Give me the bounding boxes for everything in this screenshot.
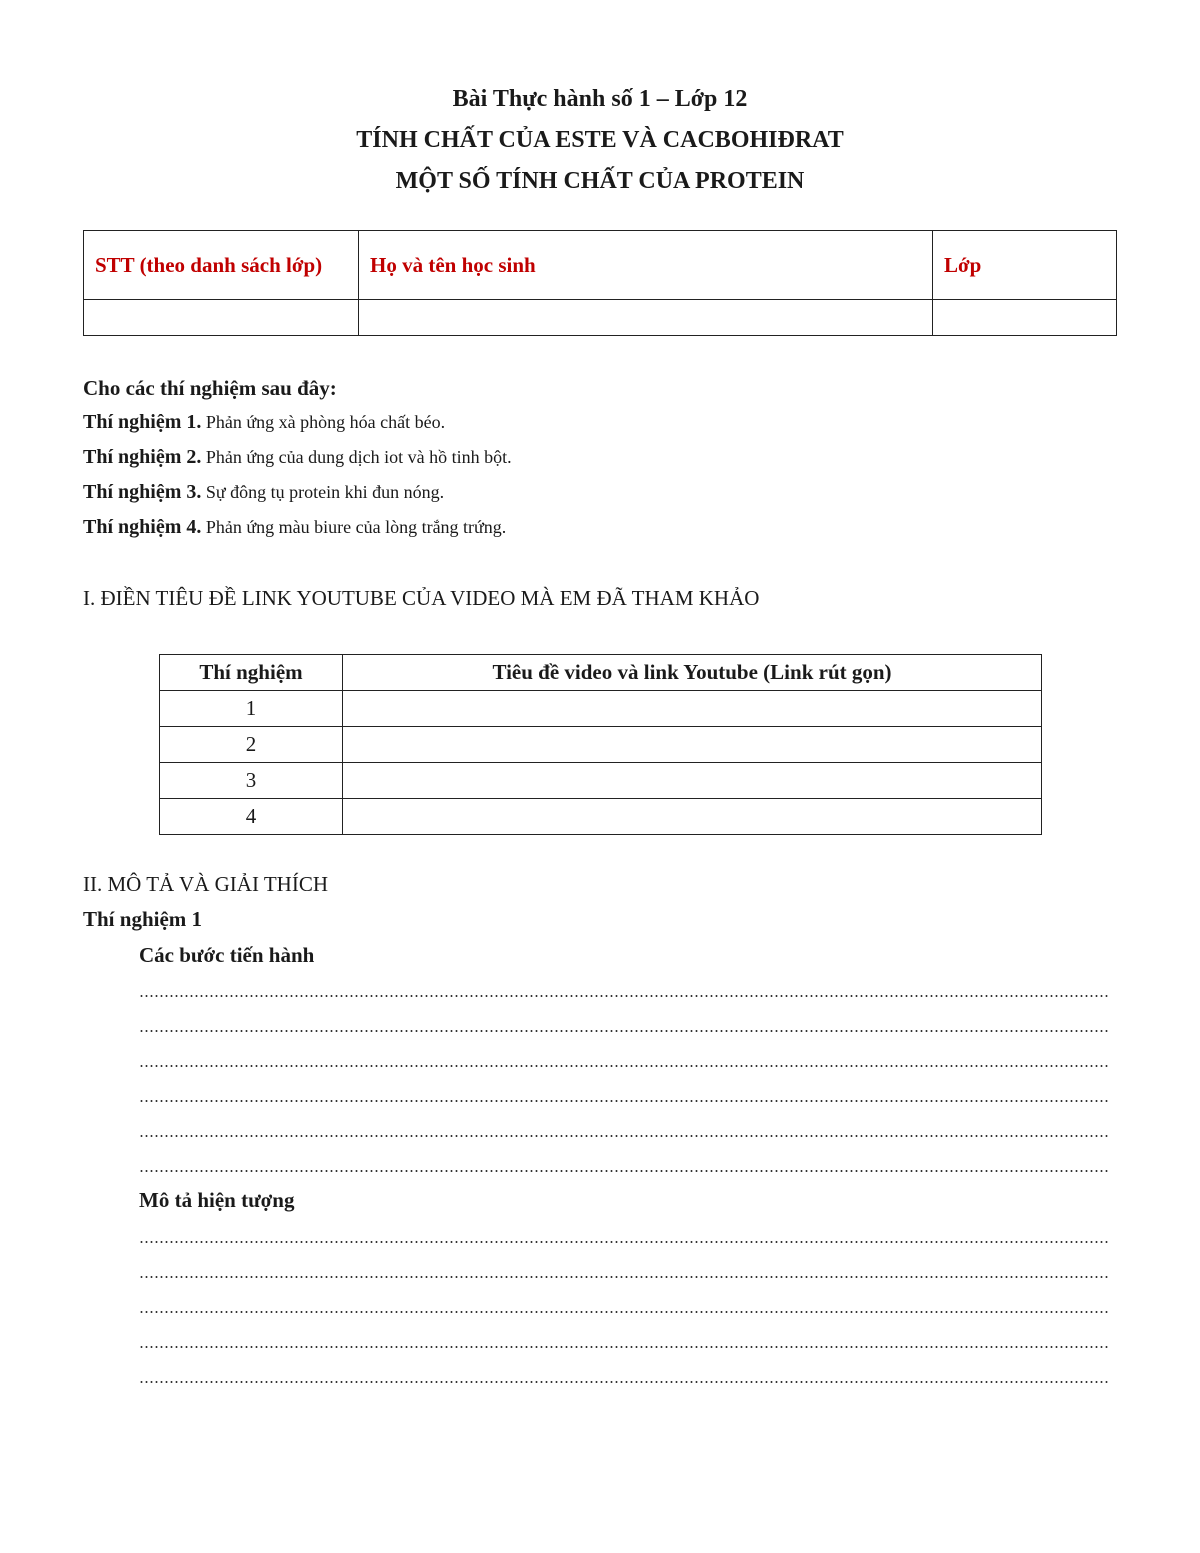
video-table — [159, 654, 1042, 835]
stt-input-cell[interactable] — [84, 300, 359, 336]
table-row — [160, 727, 1042, 763]
experiment-item — [83, 481, 444, 504]
name-input-cell[interactable] — [359, 300, 933, 336]
answer-line[interactable] — [139, 1100, 1110, 1102]
answer-line[interactable] — [139, 1135, 1110, 1137]
phenomenon-heading: Mô tả hiện tượng — [139, 1188, 295, 1212]
experiment-desc: Phản ứng xà phòng hóa chất béo. — [201, 412, 446, 432]
worksheet-subtitle-1: TÍNH CHẤT CỦA ESTE VÀ CACBOHIĐRAT — [356, 127, 844, 153]
video-link-cell[interactable] — [343, 799, 1042, 835]
experiment-1-heading: Thí nghiệm 1 — [83, 907, 203, 931]
experiment-item — [83, 411, 445, 434]
class-input-cell[interactable] — [933, 300, 1117, 336]
worksheet-subtitle-2: MỘT SỐ TÍNH CHẤT CỦA PROTEIN — [395, 168, 805, 194]
class-header: Lớp — [933, 231, 1117, 300]
table-row — [160, 763, 1042, 799]
video-link-cell[interactable] — [343, 727, 1042, 763]
answer-line[interactable] — [139, 1381, 1110, 1383]
answer-line[interactable] — [139, 995, 1110, 997]
experiment-item — [83, 516, 506, 539]
video-table-col-title: Tiêu đề video và link Youtube (Link rút gọn) — [343, 655, 1042, 691]
experiment-number: 1 — [160, 691, 343, 727]
experiment-label: Thí nghiệm 1. — [83, 411, 202, 433]
experiment-number: 4 — [160, 799, 343, 835]
experiment-number: 3 — [160, 763, 343, 799]
video-link-cell[interactable] — [343, 763, 1042, 799]
experiment-desc: Phản ứng màu biure của lòng trắng trứng. — [201, 517, 507, 537]
experiments-intro: Cho các thí nghiệm sau đây: — [83, 376, 337, 400]
worksheet-title: Bài Thực hành số 1 – Lớp 12 — [452, 86, 748, 112]
answer-line[interactable] — [139, 1346, 1110, 1348]
answer-line[interactable] — [139, 1065, 1110, 1067]
answer-line[interactable] — [139, 1030, 1110, 1032]
stt-header: STT (theo danh sách lớp) — [84, 231, 359, 300]
name-header: Họ và tên học sinh — [359, 231, 933, 300]
video-link-cell[interactable] — [343, 691, 1042, 727]
experiment-desc: Sự đông tụ protein khi đun nóng. — [201, 482, 445, 502]
experiment-desc: Phản ứng của dung dịch iot và hồ tinh bột. — [201, 447, 512, 467]
experiment-label: Thí nghiệm 3. — [83, 481, 202, 503]
section-2-title: II. MÔ TẢ VÀ GIẢI THÍCH — [83, 872, 328, 896]
experiment-label: Thí nghiệm 4. — [83, 516, 202, 538]
student-info-table — [83, 230, 1117, 336]
answer-line[interactable] — [139, 1311, 1110, 1313]
answer-line[interactable] — [139, 1276, 1110, 1278]
steps-heading: Các bước tiến hành — [139, 943, 315, 967]
video-table-col-experiment: Thí nghiệm — [160, 655, 343, 691]
experiment-number: 2 — [160, 727, 343, 763]
experiment-item — [83, 446, 512, 469]
answer-line[interactable] — [139, 1170, 1110, 1172]
section-1-title: I. ĐIỀN TIÊU ĐỀ LINK YOUTUBE CỦA VIDEO MÀ EM ĐÃ THAM KHẢO — [83, 586, 760, 610]
answer-line[interactable] — [139, 1241, 1110, 1243]
table-row — [160, 799, 1042, 835]
experiment-label: Thí nghiệm 2. — [83, 446, 202, 468]
table-row — [160, 691, 1042, 727]
